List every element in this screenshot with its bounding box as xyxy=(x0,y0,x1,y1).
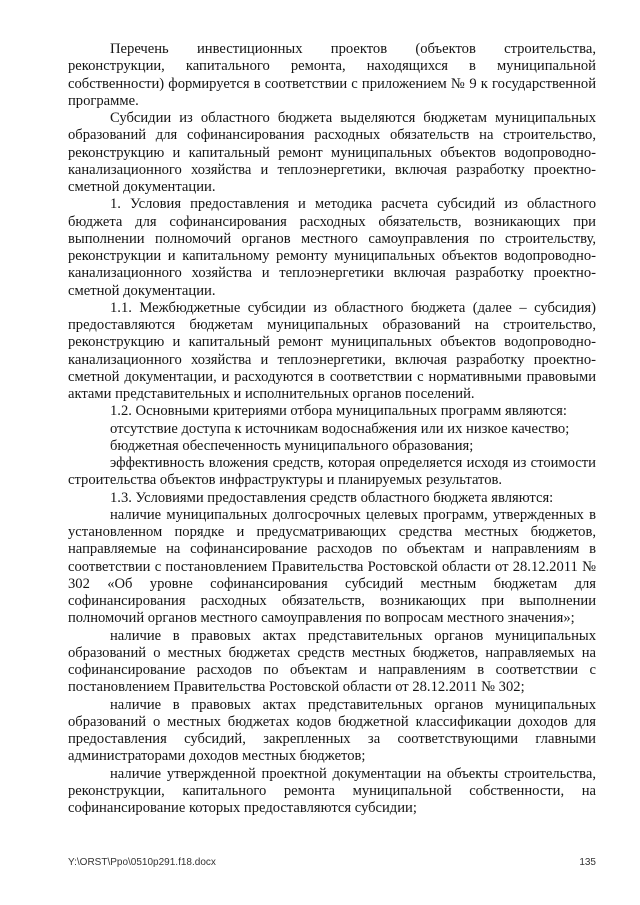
footer-file-path: Y:\ORST\Ppo\0510p291.f18.docx xyxy=(68,857,216,868)
paragraph-condition-local-budget-funds: наличие в правовых актах представительных органов муниципальных образований о местных бюджетах средств местных бюджетов, направляемых на софинансирование расходов по объектам и направлениям в соответствии с постановлением Правительства Ростовской области от 28.12.2011 № 302; xyxy=(68,627,596,696)
paragraph-section-1-2: 1.2. Основными критериями отбора муниципальных программ являются: xyxy=(110,403,567,420)
footer-page-number: 135 xyxy=(579,857,596,868)
paragraph-condition-budget-codes: наличие в правовых актах представительных органов муниципальных образований о местных бюджетах кодов бюджетной классификации доходов для предоставления субсидий, закрепленных за соответствующими главными администраторами доходов местных бюджетов; xyxy=(68,696,596,765)
paragraph-section-1-1: 1.1. Межбюджетные субсидии из областного бюджета (далее – субсидия) предоставляются бюджетам муниципальных образований на строительство, реконструкцию и капитальный ремонт муниципальных объектов водопроводно-канализационного хозяйства и теплоэнергетики, включая разработку проектно-сметной документации, и расходуются в соответствии с нормативными правовыми актами представительных и исполнительных органов поселений. xyxy=(68,299,596,402)
body-text xyxy=(68,41,596,817)
paragraph-criterion-budget-provision: бюджетная обеспеченность муниципального образования; xyxy=(110,437,474,454)
paragraph-subsidies-allocation: Субсидии из областного бюджета выделяются бюджетам муниципальных образований для софинансирования расходных обязательств на строительство, реконструкцию и капитальный ремонт муниципальных объектов водопроводно-канализационного хозяйства и теплоэнергетики, включая разработку проектно-сметной документации. xyxy=(68,110,596,195)
paragraph-section-1-3: 1.3. Условиями предоставления средств областного бюджета являются: xyxy=(110,489,554,506)
paragraph-criterion-efficiency: эффективность вложения средств, которая определяется исходя из стоимости строительства объектов инфраструктуры и планируемых результатов. xyxy=(68,455,596,489)
paragraph-project-list: Перечень инвестиционных проектов (объектов строительства, реконструкции, капитального ремонта, находящихся в муниципальной собственности) формируется в соответствии с приложением № 9 к государственной программе. xyxy=(68,41,596,109)
paragraph-criterion-water-access: отсутствие доступа к источникам водоснабжения или их низкое качество; xyxy=(110,420,570,437)
paragraph-condition-long-term-programs: наличие муниципальных долгосрочных целевых программ, утвержденных в установленном порядке и предусматривающих средства местных бюджетов, направляемые на софинансирование расходов по объектам и направлениям в соответствии с постановлением Правительства Ростовской области от 28.12.2011 № 302 «Об уровне софинансирования субсидий местным бюджетам для софинансирования расходных обязательств, возникающих при выполнении полномочий органов местного самоуправления по вопросам местного значения»; xyxy=(68,506,596,627)
page-footer xyxy=(68,857,596,869)
paragraph-section-1-conditions: 1. Условия предоставления и методика расчета субсидий из областного бюджета для софинансирования расходных обязательств, возникающих при выполнении полномочий органов местного самоуправления по строительству, реконструкции и капитальному ремонту муниципальных объектов водопроводно-канализационного хозяйства и теплоэнергетики включая разработку проектно-сметной документации. xyxy=(68,196,596,299)
paragraph-condition-project-documentation: наличие утвержденной проектной документации на объекты строительства, реконструкции, капитального ремонта муниципальной собственности, на софинансирование которых предоставляются субсидии; xyxy=(68,765,596,816)
